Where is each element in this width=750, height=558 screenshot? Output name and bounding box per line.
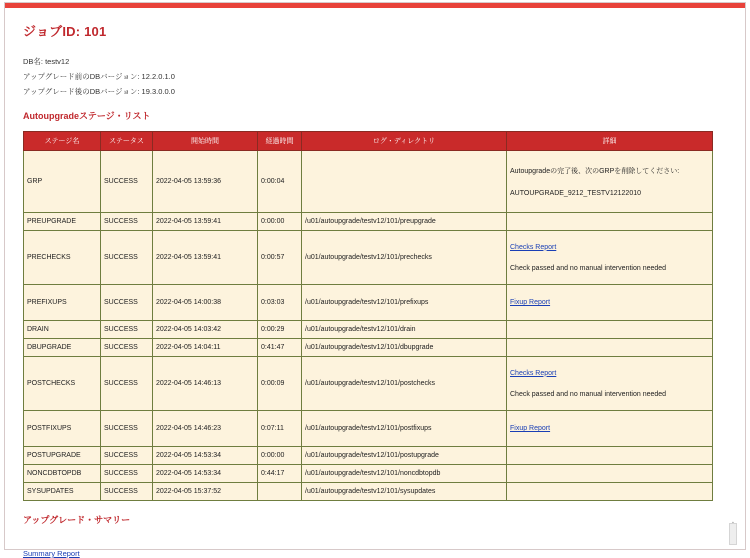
report-content — [23, 21, 727, 558]
column-header-log: ログ・ディレクトリ — [302, 132, 507, 151]
details-cell — [507, 339, 713, 357]
report-link[interactable]: Fixup Report — [510, 299, 551, 306]
status-cell: SUCCESS — [101, 151, 153, 213]
column-header-start: 開始時間 — [153, 132, 258, 151]
detail-text: Check passed and no manual intervention needed — [510, 264, 667, 272]
elapsed-time-cell: 0:03:03 — [258, 285, 302, 321]
log-directory-cell: /u01/autoupgrade/testv12/101/sysupdates — [302, 483, 507, 501]
page-title: ジョブID: 101 — [23, 24, 107, 39]
log-directory-cell: /u01/autoupgrade/testv12/101/postupgrade — [302, 447, 507, 465]
db-version-after: アップグレード後のDBバージョン: 19.3.0.0.0 — [23, 87, 175, 96]
stage-name-cell: POSTCHECKS — [24, 357, 101, 411]
log-directory-cell: /u01/autoupgrade/testv12/101/drain — [302, 321, 507, 339]
db-version-before: アップグレード前のDBバージョン: 12.2.0.1.0 — [23, 72, 175, 81]
details-cell — [507, 357, 713, 411]
detail-text: Check passed and no manual intervention needed — [510, 390, 667, 398]
log-directory-cell: /u01/autoupgrade/testv12/101/prefixups — [302, 285, 507, 321]
status-cell: SUCCESS — [101, 285, 153, 321]
report-link[interactable]: Checks Report — [510, 369, 557, 377]
report-link[interactable]: Checks Report — [510, 243, 557, 251]
stage-name-cell: POSTFIXUPS — [24, 411, 101, 447]
elapsed-time-cell: 0:41:47 — [258, 339, 302, 357]
details-cell — [507, 231, 713, 285]
log-directory-cell: /u01/autoupgrade/testv12/101/prechecks — [302, 231, 507, 285]
start-time-cell: 2022-04-05 14:53:34 — [153, 465, 258, 483]
table-row — [24, 465, 713, 483]
start-time-cell: 2022-04-05 14:46:23 — [153, 411, 258, 447]
details-cell — [507, 447, 713, 465]
stage-list-title: Autoupgradeステージ・リスト — [23, 111, 151, 121]
table-row — [24, 321, 713, 339]
details-cell — [507, 483, 713, 501]
details-cell — [507, 213, 713, 231]
status-cell: SUCCESS — [101, 231, 153, 285]
scrollbar[interactable] — [729, 523, 737, 545]
stage-name-cell: PRECHECKS — [24, 231, 101, 285]
start-time-cell: 2022-04-05 15:37:52 — [153, 483, 258, 501]
log-directory-cell: /u01/autoupgrade/testv12/101/postfixups — [302, 411, 507, 447]
status-cell: SUCCESS — [101, 483, 153, 501]
table-row — [24, 339, 713, 357]
elapsed-time-cell — [258, 483, 302, 501]
elapsed-time-cell: 0:00:29 — [258, 321, 302, 339]
table-row — [24, 483, 713, 501]
status-cell: SUCCESS — [101, 357, 153, 411]
column-header-stage: ステージ名 — [24, 132, 101, 151]
table-row — [24, 213, 713, 231]
start-time-cell: 2022-04-05 14:03:42 — [153, 321, 258, 339]
start-time-cell: 2022-04-05 14:53:34 — [153, 447, 258, 465]
elapsed-time-cell: 0:00:00 — [258, 213, 302, 231]
summary-section — [23, 549, 727, 558]
stage-name-cell: POSTUPGRADE — [24, 447, 101, 465]
status-cell: SUCCESS — [101, 321, 153, 339]
log-directory-cell: /u01/autoupgrade/testv12/101/noncdbtopdb — [302, 465, 507, 483]
stage-name-cell: GRP — [24, 151, 101, 213]
db-info — [23, 54, 727, 99]
stage-name-cell: PREFIXUPS — [24, 285, 101, 321]
start-time-cell: 2022-04-05 13:59:41 — [153, 213, 258, 231]
start-time-cell: 2022-04-05 13:59:36 — [153, 151, 258, 213]
elapsed-time-cell: 0:00:09 — [258, 357, 302, 411]
column-header-details: 詳細 — [507, 132, 713, 151]
table-row — [24, 411, 713, 447]
details-cell — [507, 321, 713, 339]
status-cell: SUCCESS — [101, 411, 153, 447]
elapsed-time-cell: 0:44:17 — [258, 465, 302, 483]
table-row — [24, 231, 713, 285]
summary-report-link[interactable]: Summary Report — [23, 549, 80, 558]
status-cell: SUCCESS — [101, 339, 153, 357]
start-time-cell: 2022-04-05 14:00:38 — [153, 285, 258, 321]
details-cell — [507, 465, 713, 483]
detail-text: Autoupgradeの完了後、次のGRPを削除してください: — [510, 168, 680, 175]
db-name: DB名: testv12 — [23, 57, 70, 66]
status-cell: SUCCESS — [101, 447, 153, 465]
stage-name-cell: SYSUPDATES — [24, 483, 101, 501]
log-directory-cell: /u01/autoupgrade/testv12/101/dbupgrade — [302, 339, 507, 357]
stage-table-body — [24, 151, 713, 501]
table-row — [24, 285, 713, 321]
status-cell: SUCCESS — [101, 465, 153, 483]
report-window — [4, 2, 746, 558]
stage-name-cell: PREUPGRADE — [24, 213, 101, 231]
table-header-row — [24, 132, 713, 151]
elapsed-time-cell: 0:00:57 — [258, 231, 302, 285]
elapsed-time-cell: 0:00:04 — [258, 151, 302, 213]
log-directory-cell — [302, 151, 507, 213]
top-accent-bar — [5, 3, 745, 8]
log-directory-cell: /u01/autoupgrade/testv12/101/preupgrade — [302, 213, 507, 231]
log-directory-cell: /u01/autoupgrade/testv12/101/postchecks — [302, 357, 507, 411]
report-link[interactable]: Fixup Report — [510, 425, 551, 432]
elapsed-time-cell: 0:07:11 — [258, 411, 302, 447]
start-time-cell: 2022-04-05 14:04:11 — [153, 339, 258, 357]
summary-title: アップグレード・サマリー — [23, 515, 131, 525]
details-cell — [507, 151, 713, 213]
stage-name-cell: NONCDBTOPDB — [24, 465, 101, 483]
stage-table — [23, 131, 713, 501]
stage-name-cell: DBUPGRADE — [24, 339, 101, 357]
status-cell: SUCCESS — [101, 213, 153, 231]
stage-name-cell: DRAIN — [24, 321, 101, 339]
table-row — [24, 447, 713, 465]
start-time-cell: 2022-04-05 14:46:13 — [153, 357, 258, 411]
column-header-status: ステータス — [101, 132, 153, 151]
details-cell — [507, 411, 713, 447]
table-row — [24, 151, 713, 213]
column-header-elapsed: 経過時間 — [258, 132, 302, 151]
table-row — [24, 357, 713, 411]
detail-text: AUTOUPGRADE_9212_TESTV12122010 — [510, 190, 641, 197]
details-cell — [507, 285, 713, 321]
elapsed-time-cell: 0:00:00 — [258, 447, 302, 465]
start-time-cell: 2022-04-05 13:59:41 — [153, 231, 258, 285]
